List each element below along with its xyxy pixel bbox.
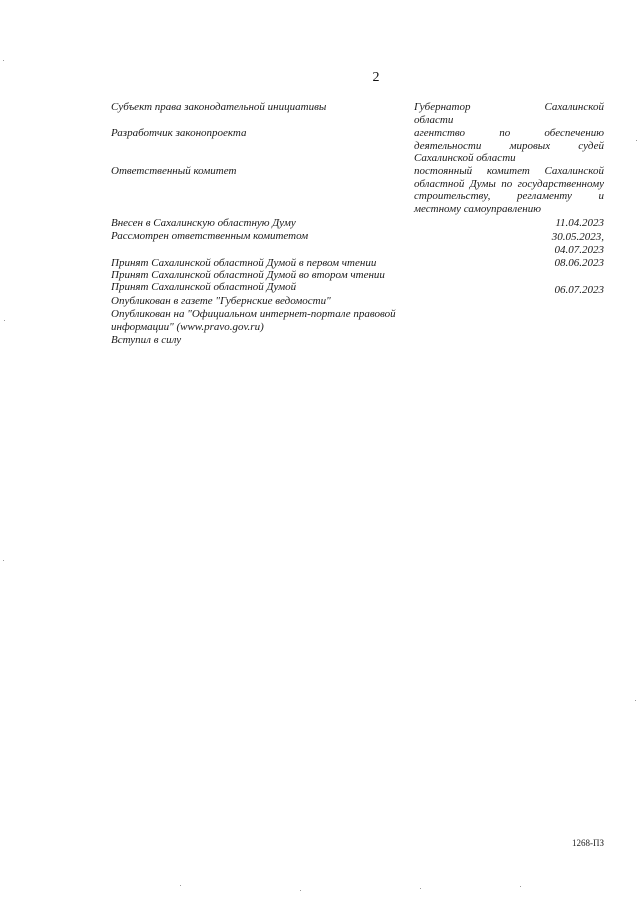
scan-speck	[520, 886, 521, 887]
date-reviewed-1: 30.05.2023,	[551, 231, 604, 243]
scan-speck	[3, 560, 4, 561]
scan-speck	[3, 60, 4, 61]
value-committee-line-2: областной Думы по государственному	[414, 177, 604, 190]
label-reviewed: Рассмотрен ответственным комитетом	[111, 230, 309, 242]
value-committee-line-3: строительству, регламенту и	[414, 190, 604, 202]
value-developer-line-3: Сахалинской области	[414, 152, 516, 164]
label-in-force: Вступил в силу	[111, 334, 182, 346]
value-subject	[414, 101, 604, 126]
scan-speck	[300, 890, 301, 891]
date-submitted: 11.04.2023	[555, 217, 604, 229]
label-first-reading: Принят Сахалинской областной Думой в первом чтении	[111, 257, 377, 269]
document-code: 1268-ПЗ	[571, 838, 604, 848]
label-published-portal-1: Опубликован на "Официальном интернет-портале правовой	[111, 308, 396, 320]
scan-speck	[635, 700, 636, 701]
value-committee	[414, 165, 604, 215]
scan-speck	[4, 320, 5, 321]
label-second-reading: Принят Сахалинской областной Думой во втором чтении	[111, 269, 385, 281]
label-adopted: Принят Сахалинской областной Думой	[111, 281, 297, 293]
page-number: 2	[372, 70, 380, 85]
scan-speck	[636, 140, 637, 141]
date-adopted: 06.07.2023	[554, 284, 604, 296]
value-committee-line-1: постоянный комитет Сахалинской	[414, 165, 604, 177]
scan-speck	[180, 885, 181, 886]
label-published-gazette: Опубликован в газете "Губернские ведомости"	[111, 295, 331, 307]
label-developer: Разработчик законопроекта	[111, 127, 247, 139]
value-committee-line-4: местному самоуправлению	[414, 202, 541, 215]
label-subject: Субъект права законодательной инициативы	[111, 101, 327, 113]
value-developer-line-2: деятельности мировых судей	[414, 139, 604, 152]
label-submitted: Внесен в Сахалинскую областную Думу	[111, 217, 296, 229]
value-developer-line-1: агентство по обеспечению	[414, 127, 604, 139]
date-first-reading: 08.06.2023	[554, 257, 604, 269]
label-published-portal-2: информации" (www.pravo.gov.ru)	[111, 321, 264, 333]
scan-speck	[420, 888, 421, 889]
value-subject-line-2: области	[414, 113, 454, 126]
value-subject-line-1: Губернатор Сахалинской	[414, 101, 604, 113]
value-developer	[414, 127, 604, 165]
label-committee: Ответственный комитет	[111, 165, 237, 177]
date-reviewed-2: 04.07.2023	[554, 244, 604, 256]
